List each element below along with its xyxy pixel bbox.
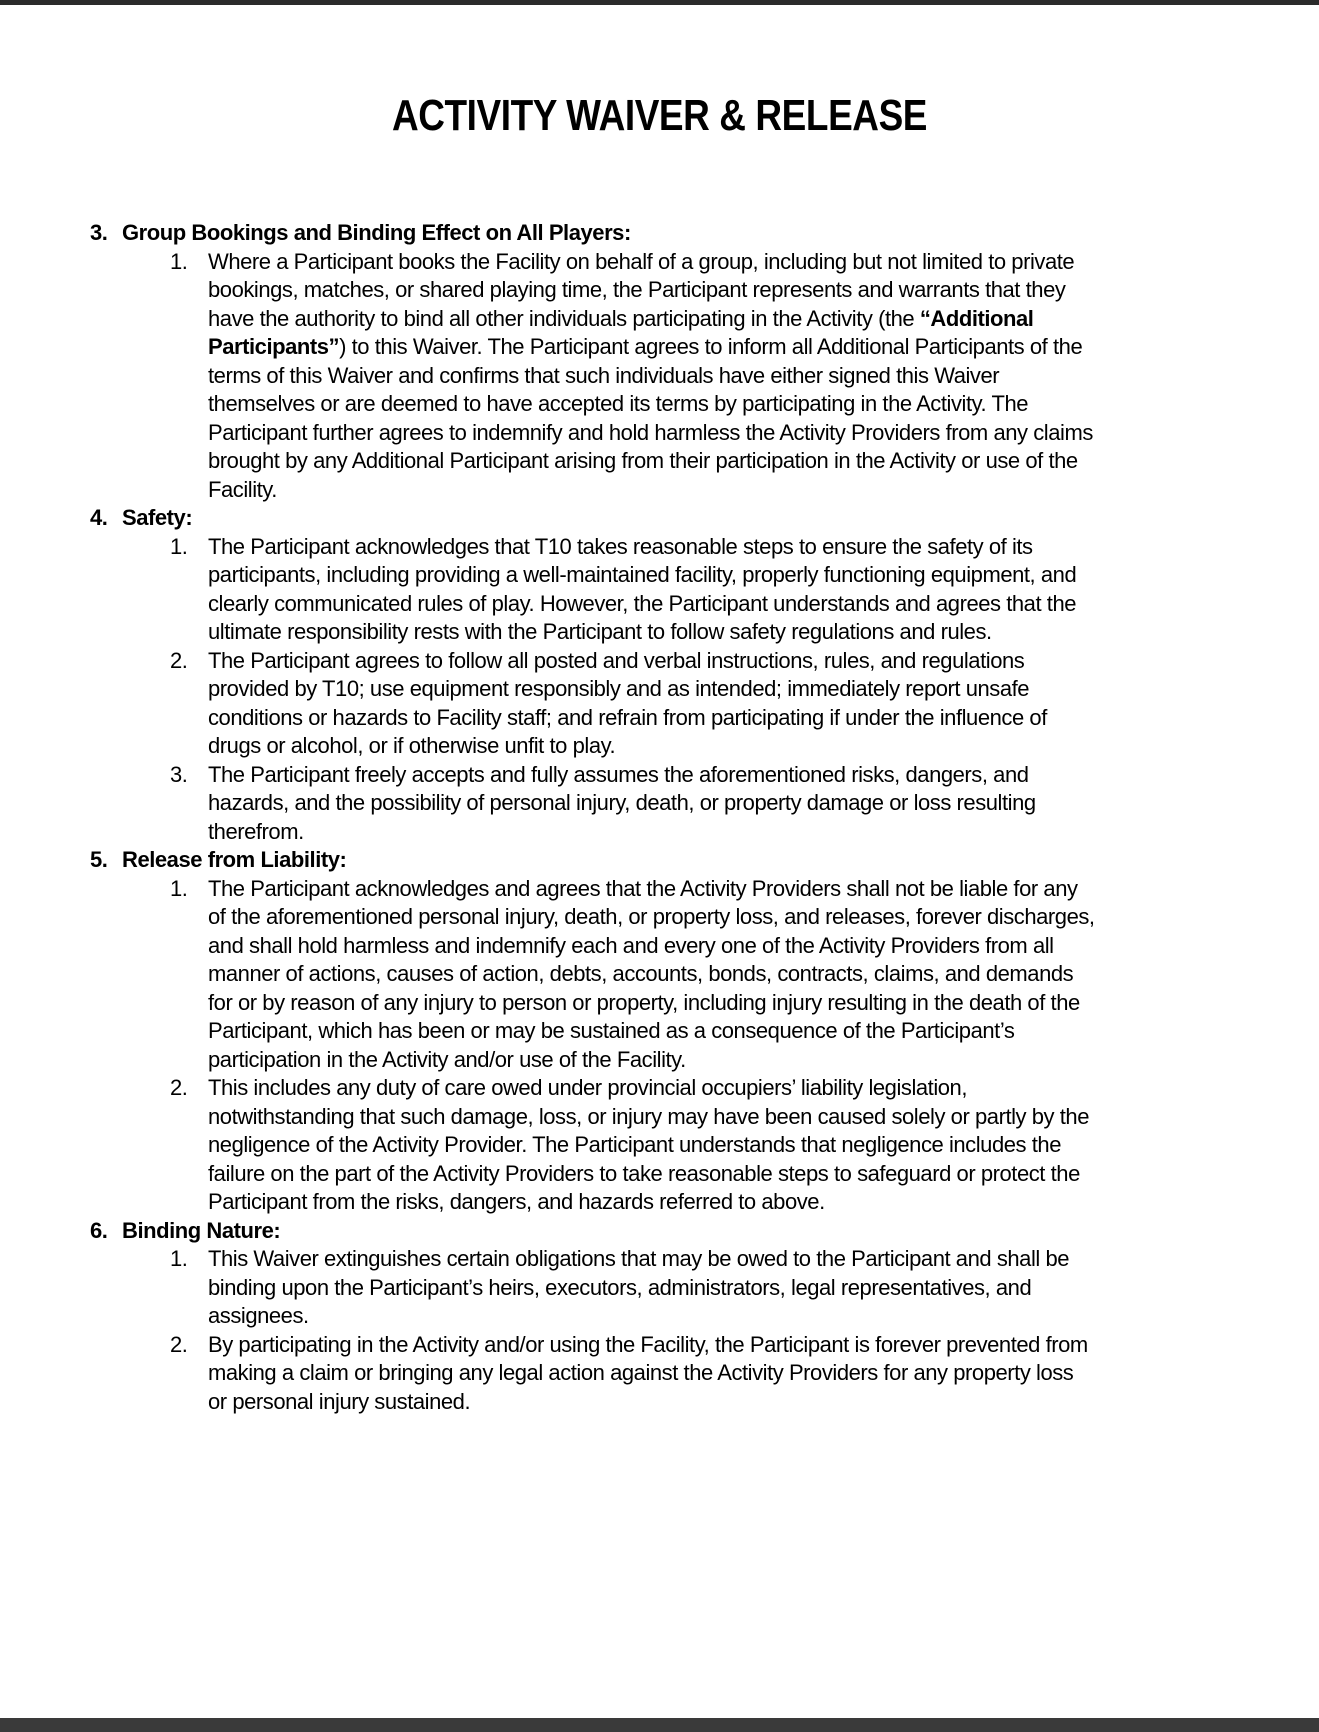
list-item-number: 1. [170,248,188,274]
list-item-number: 2. [170,1075,188,1100]
text-run: This includes any duty of care owed under provincial occupiers’ liability legislation, notwithstanding that such damage, loss, or injury may have been caused solely or partly by the negligence of the Activity Provider. The Participant understands that negligence includes the failure on the part of the Activity Providers to take reasonable steps to safeguard or protect the Participant from the risks, dangers, and hazards referred to above. [208,1075,1089,1214]
document-page [0,5,1319,1718]
list-item-text [208,1331,1097,1417]
list-item [90,533,1097,647]
bottom-edge-bar [0,1718,1319,1732]
list-item [90,875,1097,1075]
page-title-text: ACTIVITY WAIVER & RELEASE [391,91,928,140]
text-run: This Waiver extinguishes certain obligations that may be owed to the Participant and shall be binding upon the Participant’s heirs, executors, administrators, legal representatives, and assignees. [208,1246,1070,1328]
list-item-number: 2. [170,1331,188,1357]
section-heading-text [122,219,631,248]
text-run: The Participant agrees to follow all posted and verbal instructions, rules, and regulations provided by T10; use equipment responsibly and as intended; immediately report unsafe conditions or hazards to Facility staff; and refrain from participating if under the influence of drugs or alcohol, or if otherwise unfit to play. [208,647,1047,758]
section-heading [90,846,1097,875]
list-item [90,248,1097,505]
section [90,846,1097,1217]
list-item [90,1245,1097,1331]
section-number: 3. [90,220,108,245]
section-number: 4. [90,505,108,530]
text-run: The Participant acknowledges and agrees that the Activity Providers shall not be liable for any of the aforementioned personal injury, death, or property loss, and releases, forever discharges, and shall hold harmless and indemnify each and every one of the Activity Providers from all manner of actions, causes of action, debts, accounts, bonds, contracts, claims, and demands for or by reason of any injury to person or property, including injury resulting in the death of the Participant, which has been or may be sustained as a consequence of the Participant’s participation in the Activity and/or use of the Facility. [208,875,1095,1072]
list-item-text [208,1074,1097,1217]
text-run: By participating in the Activity and/or using the Facility, the Participant is forever prevented from making a claim or bringing any legal action against the Activity Providers for any property loss or personal injury sustained. [208,1331,1088,1414]
list-item-text [208,248,1097,505]
page-title [0,93,1319,139]
text-run: “Additional Participants” [208,305,1034,359]
section [90,1217,1097,1417]
list-item-text [208,647,1097,761]
list-item [90,761,1097,847]
section-number: 5. [90,847,108,872]
list-item [90,1331,1097,1417]
section-heading [90,1217,1097,1246]
section-heading [90,504,1097,533]
list-item-number: 3. [170,761,188,787]
text-run: Where a Participant books the Facility on behalf of a group, including but not limited to private bookings, matches, or shared playing time, the Participant represents and warrants that they have the authority to bind all other individuals participating in the Activity (the [208,248,1075,331]
section [90,504,1097,846]
document-body [0,219,1319,1416]
list-item-number: 1. [170,533,188,559]
section-heading [90,219,1097,248]
text-run: Group Bookings and Binding Effect on All Players [122,220,624,245]
list-item-text [208,1245,1097,1331]
section-heading-text [122,1217,280,1246]
section-heading-text [122,504,192,533]
section-number: 6. [90,1217,108,1243]
text-run: The Participant freely accepts and fully assumes the aforementioned risks, dangers, and hazards, and the possibility of personal injury, death, or property damage or loss resulting therefrom. [208,761,1036,844]
list-item-number: 1. [170,875,188,901]
list-item-number: 1. [170,1246,188,1271]
text-run: Binding Nature: [122,1217,281,1243]
list-item-number: 2. [170,647,188,673]
text-run: The Participant acknowledges that T10 takes reasonable steps to ensure the safety of its participants, including providing a well-maintained facility, properly functioning equipment, and clearly communicated rules of play. However, the Participant understands and agrees that the ultimate responsibility rests with the Participant to follow safety regulations and rules. [208,533,1077,644]
list-item [90,1074,1097,1217]
text-run: : [623,220,631,245]
section [90,219,1097,504]
text-run: Safety: [122,505,193,530]
text-run: ) to this Waiver. The Participant agrees to inform all Additional Participants of the terms of this Waiver and confirms that such individuals have either signed this Waiver themselves or are deemed to have accepted its terms by participating in the Activity. The Participant further agrees to indemnify and hold harmless the Activity Providers from any claims brought by any Additional Participant arising from their participation in the Activity or use of the Facility. [208,334,1093,502]
list-item-text [208,875,1097,1075]
list-item [90,647,1097,761]
section-heading-text [122,846,346,875]
list-item-text [208,533,1097,647]
text-run: Release from Liability: [122,847,347,872]
list-item-text [208,761,1097,847]
